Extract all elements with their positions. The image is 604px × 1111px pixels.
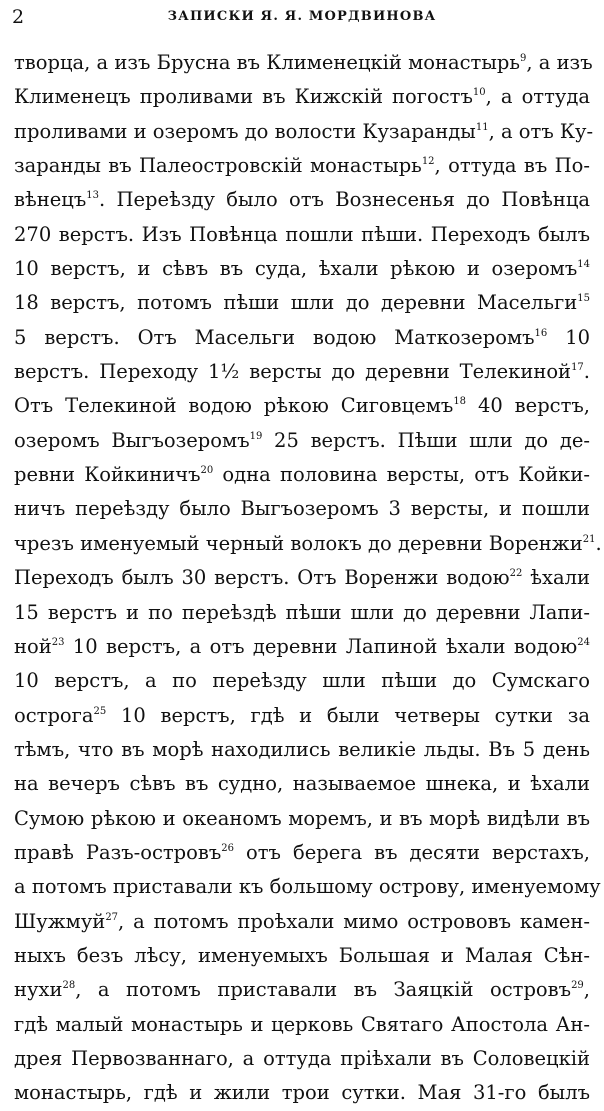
text-segment: верстъ. Переходу 1½ версты до деревни Телекиной [14,360,572,384]
text-segment: , а изъ [526,51,593,74]
text-segment: озеромъ Выгъозеромъ [14,428,250,452]
text-segment: вѣнецъ [14,188,87,212]
text-segment: одна половина версты, отъ Койки- [213,463,590,487]
text-segment: заранды въ Палеостровскій монастырь [14,154,422,178]
text-line [14,905,590,939]
text-segment: Переходъ былъ 30 верстъ. Отъ Воренжи водою [14,566,510,590]
footnote-marker: 11 [475,121,489,133]
text-segment: . [595,531,602,555]
text-segment: чрезъ именуемый черный волокъ до деревни Воренжи [14,531,583,555]
text-line [14,527,602,561]
text-line [14,183,590,217]
text-segment: тѣмъ, что въ морѣ находились великіе льды. Въ 5 день [14,737,590,761]
text-line [14,939,590,973]
text-segment: ныхъ безъ лѣсу, именуемыхъ Большая и Малая Сѣн- [14,943,590,967]
text-line [14,424,590,458]
text-segment: 15 верстъ и по переѣздѣ пѣши шли до деревни Лапи- [14,600,590,624]
footnote-marker: 24 [577,636,590,648]
footnote-marker: 23 [51,636,65,648]
footnote-marker: 19 [249,430,263,442]
text-line [14,389,590,423]
text-segment: Отъ Телекиной водою рѣкою Сиговцемъ [14,394,454,418]
text-segment: , а отъ Ку- [488,119,594,143]
footnote-marker: 9 [519,53,527,64]
text-line [14,1008,590,1042]
footnote-marker: 22 [509,568,523,580]
text-segment: ревни Койкиничъ [14,463,201,487]
text-line [14,492,590,526]
text-line [14,218,590,252]
text-segment: творца, а изъ Бруcна въ Клименецкій монастырь [14,51,520,74]
text-segment: 270 верстъ. Изъ Повѣнца пошли пѣши. Переходъ былъ [14,222,590,246]
text-line [14,1076,590,1110]
text-segment: 5 верстъ. Отъ Масельги водою Маткозеромъ [14,325,535,349]
footnote-marker: 16 [534,327,548,339]
text-line [14,699,590,733]
text-segment: нухи [14,978,63,1002]
text-line [14,733,590,767]
footnote-marker: 29 [571,980,584,992]
text-segment: , [583,978,590,1002]
text-line [14,46,593,80]
text-line [14,767,590,801]
text-segment: 10 верстъ, а по переѣзду шли пѣши до Сумскаго [14,669,590,693]
footnote-marker: 17 [571,362,584,374]
text-segment: , а оттуда [485,85,590,109]
text-segment: на вечеръ сѣвъ въ судно, называемое шнека, и ѣхали [14,772,590,796]
text-segment: . Переѣзду было отъ Вознесенья до Повѣнца [98,188,590,212]
text-segment: острога [14,703,94,727]
text-line [14,596,590,630]
text-segment: . [583,360,590,384]
text-line [14,664,590,698]
text-segment: ничъ переѣзду было Выгъозеромъ 3 версты, и пошли [14,497,590,521]
text-segment: гдѣ малый монастырь и церковь Святаго Апостола Ан- [14,1012,590,1036]
text-segment: Шужмуй [14,909,106,933]
footnote-marker: 28 [62,980,76,992]
text-line [14,149,590,183]
footnote-marker: 27 [105,911,119,923]
footnote-marker: 20 [200,465,214,477]
footnote-marker: 10 [472,87,486,99]
text-line [14,286,590,320]
text-line [14,115,594,149]
text-segment: отъ берега въ десяти верстахъ, [234,840,590,864]
footnote-marker: 15 [577,293,590,305]
text-line [14,630,590,664]
footnote-marker: 26 [221,842,235,854]
text-segment: 10 верстъ, и сѣвъ въ суда, ѣхали рѣкою и озеромъ [14,257,578,281]
text-segment: 10 [547,325,591,349]
text-segment: Клименецъ проливами въ Кижскій погостъ [14,85,473,109]
text-line [14,973,590,1007]
text-segment: дрея Первозваннаго, а оттуда пріѣхали въ Соловецкій [14,1046,590,1070]
text-segment: , а потомъ проѣхали мимо острововъ камен- [118,909,590,933]
running-title: ЗАПИСКИ Я. Я. МОРДВИНОВА [167,9,437,24]
text-line [14,252,590,286]
footnote-marker: 18 [453,396,467,408]
text-line [14,802,590,836]
text-line [14,561,590,595]
text-line [14,836,590,870]
text-segment: Сумою рѣкою и океаномъ моремъ, и въ морѣ видѣли въ [14,806,590,830]
text-segment: ной [14,634,52,658]
footnote-marker: 13 [86,190,99,202]
text-segment: правѣ Разъ-островъ [14,840,222,864]
text-line [14,321,590,355]
footnote-marker: 12 [421,156,435,168]
body-text [14,46,602,1111]
footnote-marker: 14 [577,259,590,271]
text-line [14,1042,590,1076]
page-header [12,6,592,28]
text-segment: 18 верстъ, потомъ пѣши шли до деревни Масельги [14,291,578,315]
text-segment: а потомъ приставали къ большому острову, именуемому [14,875,601,899]
text-segment: проливами и озеромъ до волости Кузаранды [14,119,476,143]
page-number: 2 [12,6,25,28]
text-segment: 10 верстъ, гдѣ и были четверы сутки за [106,703,590,727]
text-line [14,458,590,492]
footnote-marker: 25 [93,705,107,717]
text-line [14,355,590,389]
text-segment: 40 верстъ, [466,394,590,418]
text-segment: монастырь, гдѣ и жили трои сутки. Мая 31-го былъ [14,1081,590,1105]
text-segment: , а потомъ приставали въ Заяцкій островъ [75,978,572,1002]
text-line [14,80,590,114]
text-line [14,870,601,904]
text-segment: 25 верстъ. Пѣши шли до де- [262,428,590,452]
text-segment: , оттуда въ По- [434,154,590,178]
footnote-marker: 21 [582,533,596,545]
text-segment: ѣхали [522,566,590,590]
text-segment: 10 верстъ, а отъ деревни Лапиной ѣхали водою [64,634,578,658]
